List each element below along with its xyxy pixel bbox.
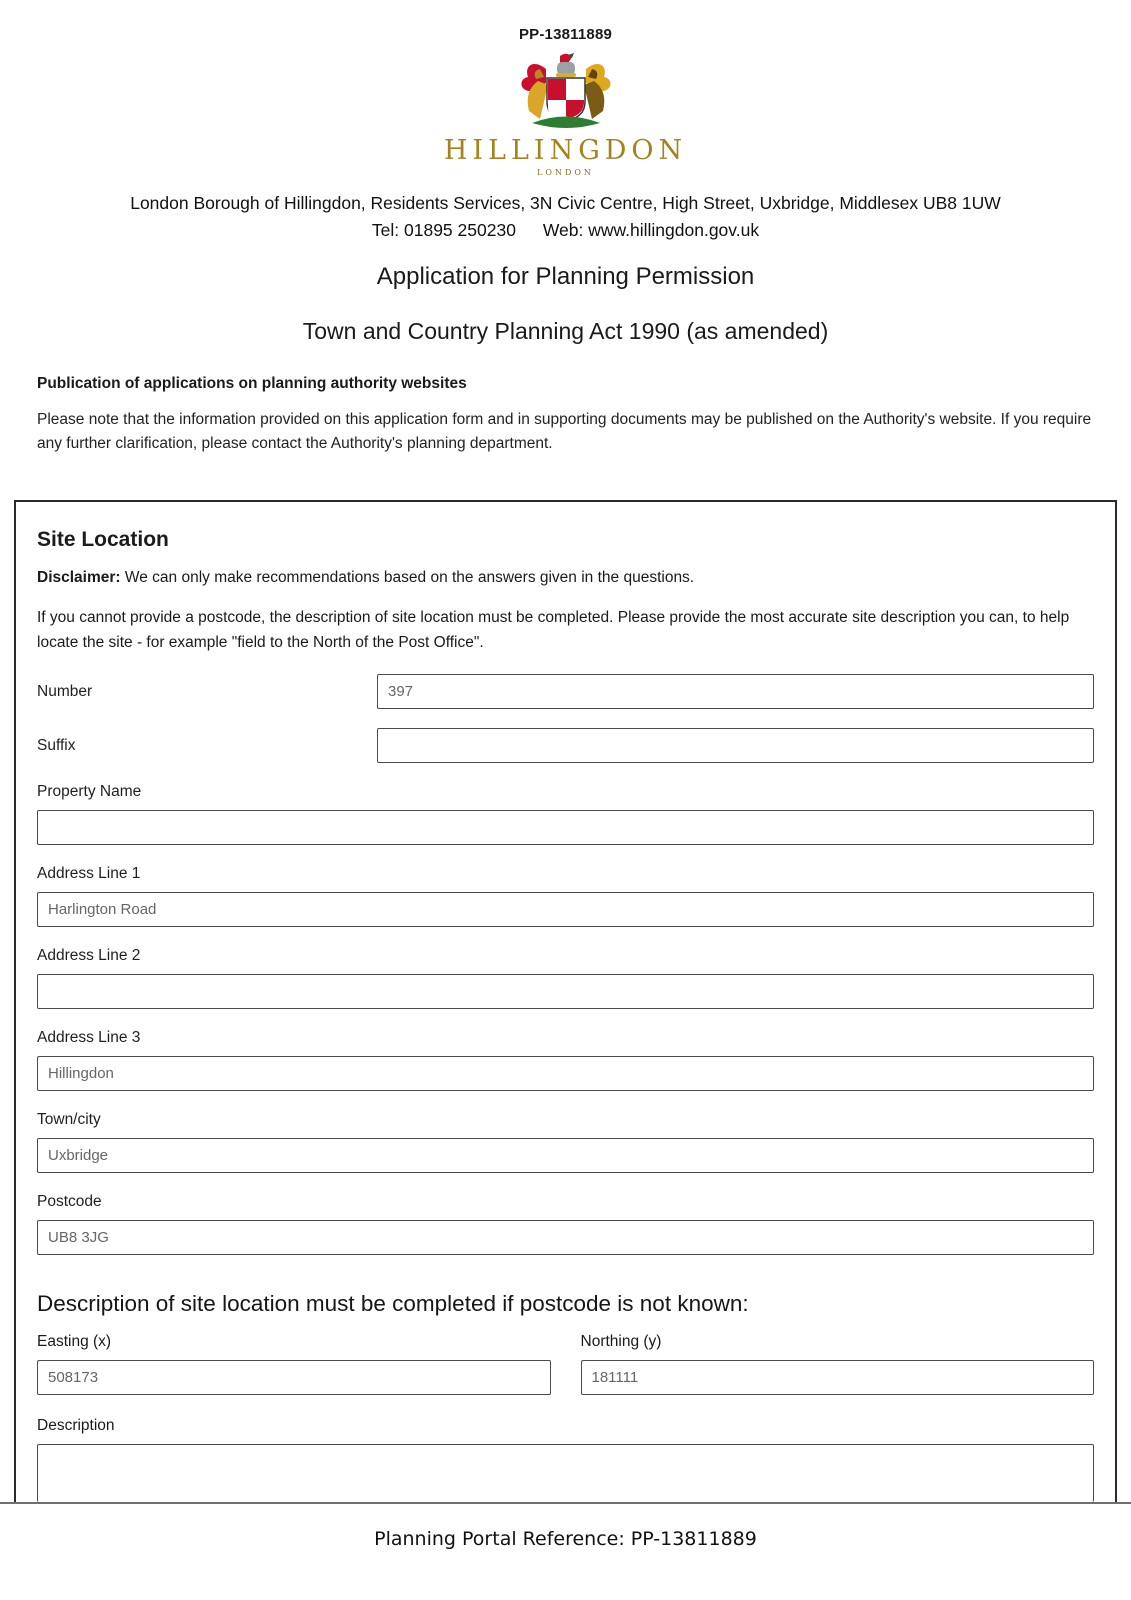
tel-text: Tel: 01895 250230: [371, 220, 516, 240]
hillingdon-logo: [0, 53, 1131, 177]
postcode-label: Postcode: [37, 1193, 102, 1210]
disclaimer: [37, 569, 1094, 587]
suffix-input[interactable]: [377, 728, 1094, 763]
disclaimer-label: Disclaimer:: [37, 569, 121, 586]
description-heading: Description of site location must be completed if postcode is not known:: [37, 1291, 749, 1316]
address-line-1-input[interactable]: [37, 892, 1094, 927]
number-row: [37, 674, 1094, 709]
easting-input[interactable]: [37, 1360, 551, 1395]
document-header: [0, 0, 1131, 345]
form-subtitle: Town and Country Planning Act 1990 (as amended): [302, 318, 829, 344]
property-name-field: [37, 783, 1094, 845]
authority-contact: [0, 220, 1131, 241]
suffix-label: Suffix: [37, 736, 76, 754]
form-reference: PP-13811889: [518, 26, 613, 43]
town-city-input[interactable]: [37, 1138, 1094, 1173]
description-field: [37, 1417, 1094, 1502]
web-text: Web: www.hillingdon.gov.uk: [542, 220, 760, 240]
authority-address: London Borough of Hillingdon, Residents Services, 3N Civic Centre, High Street, Uxbridge, Middlesex UB8 1UW: [130, 193, 1001, 213]
suffix-row: [37, 728, 1094, 763]
description-label: Description: [37, 1417, 115, 1434]
disclaimer-text: We can only make recommendations based on the answers given in the questions.: [120, 569, 695, 586]
number-input[interactable]: [377, 674, 1094, 709]
northing-label: Northing (y): [580, 1333, 662, 1350]
address-line-3-field: [37, 1029, 1094, 1091]
postcode-input[interactable]: [37, 1220, 1094, 1255]
description-textarea[interactable]: [37, 1444, 1094, 1502]
address-line-3-input[interactable]: [37, 1056, 1094, 1091]
logo-wordmark: HILLINGDON: [443, 135, 688, 166]
town-city-label: Town/city: [37, 1111, 101, 1128]
logo-sublabel: LONDON: [537, 168, 594, 177]
site-location-section: [14, 500, 1117, 1502]
northing-input[interactable]: [581, 1360, 1095, 1395]
publication-heading: Publication of applications on planning authority websites: [37, 375, 467, 392]
address-line-2-input[interactable]: [37, 974, 1094, 1009]
page-break-divider: [0, 1502, 1131, 1504]
property-name-input[interactable]: [37, 810, 1094, 845]
hillingdon-crest-icon: [506, 53, 626, 133]
publication-section: [0, 375, 1131, 456]
northing-field: [581, 1333, 1095, 1395]
publication-note: Please note that the information provided on this application form and in supporting documents may be published on the Authority's website. If you require any further clarification, please contact the Authority's planning department.: [37, 411, 1092, 452]
property-name-label: Property Name: [37, 783, 142, 800]
coordinates-row: [37, 1333, 1094, 1395]
postcode-field: [37, 1193, 1094, 1255]
easting-label: Easting (x): [37, 1333, 112, 1350]
address-line-1-field: [37, 865, 1094, 927]
number-label: Number: [37, 682, 93, 700]
address-line-1-label: Address Line 1: [37, 865, 141, 882]
address-line-3-label: Address Line 3: [37, 1029, 141, 1046]
address-line-2-label: Address Line 2: [37, 947, 141, 964]
section-title: Site Location: [37, 528, 169, 551]
form-title: Application for Planning Permission: [376, 263, 755, 290]
easting-field: [37, 1333, 551, 1395]
postcode-guidance: If you cannot provide a postcode, the description of site location must be completed. Please provide the most accurate site description you can, to help locate the site - for example "field to the North of the Post Office".: [37, 609, 1070, 651]
footer-reference: Planning Portal Reference: PP-13811889: [374, 1528, 757, 1550]
town-city-field: [37, 1111, 1094, 1173]
address-line-2-field: [37, 947, 1094, 1009]
